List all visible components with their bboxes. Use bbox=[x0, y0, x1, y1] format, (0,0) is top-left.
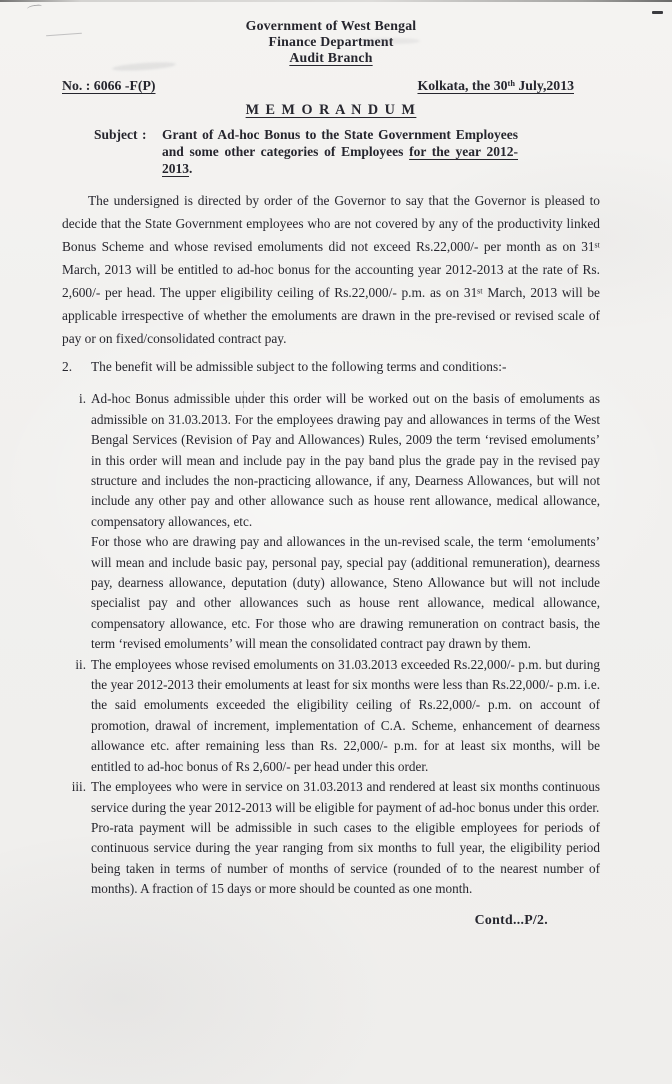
condition-ii-paragraph-1: The employees whose revised emoluments on 31.03.2013 exceeded Rs.22,000/- p.m. but during the year 2012-2013 their emoluments at least for six months were less than Rs.22,000/- p.m. i.e. the said emoluments exceeded the eligibility ceiling of Rs.22,000/- p.m. on account of promotion, drawal of increment, implementation of C.A. Scheme, enhancement of dearness allowance etc. after remaining less than Rs. 22,000/- p.m. for at least six months, will be entitled to ad-hoc bonus of Rs 2,600/- per head under this order. bbox=[91, 656, 600, 774]
condition-i-paragraph-1: Ad-hoc Bonus admissible under this order will be worked out on the basis of emoluments as admissible on 31.03.2013. For the employees drawing pay and allowances in terms of the West Bengal Services (Revision of Pay and Allowances) Rules, 2009 the term ‘revised emoluments’ in this order will mean and include pay in the pay band plus the grade pay in the revised pay structure and includes the non-practicing allowance, if any, Dearness Allowances, but will not include any other pay and other allowance such as house rent allowance, medical allowance, compensatory allowances, etc. bbox=[91, 391, 600, 529]
condition-item-iii bbox=[62, 777, 600, 899]
memo-title: M E M O R A N D U M bbox=[245, 102, 417, 118]
condition-item-i bbox=[62, 389, 600, 654]
condition-marker-ii: ii. bbox=[75, 656, 86, 672]
memo-number: No. : 6066 -F(P) bbox=[62, 78, 156, 93]
pen-dash-mark bbox=[652, 11, 663, 14]
condition-i-paragraph-2: For those who are drawing pay and allowances in the un-revised scale, the term ‘emoluments’ will mean and include basic pay, personal pay, special pay (additional remuneration), dearness pay, dearness allowance, deputation (duty) allowance, Steno Allowance but will not include specialist pay and other allowances such as house rent allowance, medical allowance, compensatory allowance, etc. For those who are drawing remuneration on contract basis, the term ‘revised emoluments’ will mean the consolidated contract pay drawn by them. bbox=[91, 534, 600, 652]
pen-mark bbox=[27, 4, 43, 12]
letterhead bbox=[62, 18, 600, 66]
subject-text-underlined: for the year 2012-2013 bbox=[162, 143, 518, 176]
scan-smudge bbox=[360, 38, 420, 44]
letterhead-department: Finance Department bbox=[268, 34, 394, 49]
subject-text bbox=[162, 127, 518, 177]
conditions-list bbox=[62, 389, 600, 899]
condition-iii-paragraph-2: Pro-rata payment will be admissible in such cases to the eligible employees for periods of continuous service during the year ranging from six months to full year, the eligibility period being taken in terms of number of months of service (rounded of to the nearest number of months). A fraction of 15 days or more should be counted as one month. bbox=[91, 819, 600, 897]
condition-item-ii bbox=[62, 655, 600, 777]
subject-text-main: Grant of Ad-hoc Bonus to the State Government Employees and some other categories of Employees bbox=[162, 127, 518, 159]
continuation-note: Contd...P/2. bbox=[474, 911, 548, 927]
condition-marker-i: i. bbox=[79, 391, 86, 407]
scan-edge-artifact bbox=[0, 0, 672, 2]
subject-label: Subject bbox=[94, 127, 138, 142]
subject-separator: : bbox=[142, 127, 147, 142]
letterhead-government: Government of West Bengal bbox=[245, 18, 417, 33]
reference-row bbox=[62, 78, 600, 94]
letterhead-branch: Audit Branch bbox=[289, 50, 373, 65]
opening-paragraph: The undersigned is directed by order of the Governor to say that the Governor is pleased to decide that the State Government employees who are not covered by any of the productivity linked Bonus Scheme and whose revised emoluments did not exceed Rs.22,000/- per month as on 31ˢᵗ March, 2013 will be entitled to ad-hoc bonus for the accounting year 2012-2013 at the rate of Rs. 2,600/- per head. The upper eligibility ceiling of Rs.22,000/- p.m. as on 31ˢᵗ March, 2013 will be applicable irrespective of whether the emoluments are drawn in the pre-revised or revised scale of pay or on fixed/consolidated contract pay. bbox=[62, 193, 600, 347]
clause-2 bbox=[62, 356, 600, 377]
clause-2-number: 2. bbox=[62, 359, 73, 375]
subject-block bbox=[62, 127, 600, 177]
condition-marker-iii: iii. bbox=[71, 779, 86, 795]
subject-text-suffix: . bbox=[189, 160, 193, 176]
clause-2-text: The benefit will be admissible subject to the following terms and conditions:- bbox=[91, 359, 507, 375]
condition-iii-paragraph-1: The employees who were in service on 31.03.2013 and rendered at least six months continuous service during the year 2012-2013 will be eligible for payment of ad-hoc bonus under this order. bbox=[91, 779, 600, 815]
place-and-date: Kolkata, the 30ᵗʰ July,2013 bbox=[417, 78, 574, 93]
